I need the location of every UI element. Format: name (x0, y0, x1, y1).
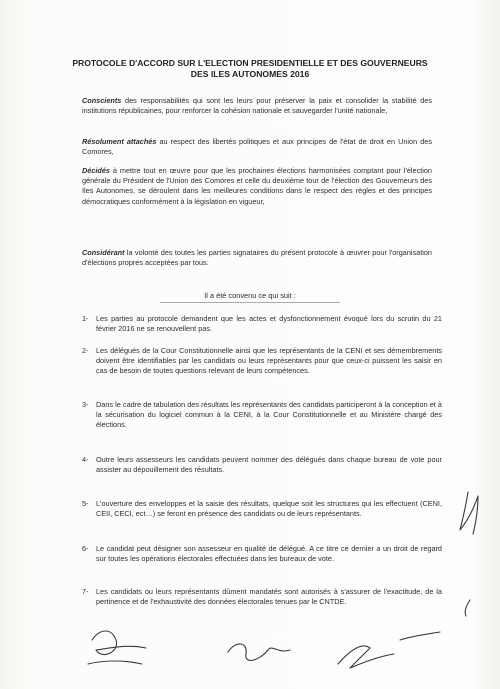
paragraph-lead: Décidés (82, 166, 110, 175)
paragraph-text: au respect des libertés politiques et aux principes de l'état de droit en Union des Comores, (82, 137, 432, 157)
article-text: Les parties au protocole demandent que les actes et dysfonctionnement évoqué lors du scrutin du 21 février 2016 ne se renouvellent pas. (96, 314, 442, 334)
paragraph-text: à mettre tout en œuvre pour que les prochaines élections harmonisées comptant pour l'élection générale du Président de l'Union des Comores et celle du deuxième tour de l'élection des Gouverneurs des Iles Autonomes, se déroulent dans les meilleures conditions dans le respect des règles et des principes démocratiques conformément à la législation en vigueur, (82, 166, 432, 206)
article-number: 2- (82, 346, 89, 355)
signature-3 (338, 646, 394, 668)
preamble-paragraph-3 (82, 166, 432, 207)
signature-1-line (88, 661, 142, 664)
paragraph-text: des responsabilités qui sont les leurs pour préserver la paix et consolider la stabilité des institutions républicaines, pour renforcer la cohésion nationale et sauvegarder l'unité nationale, (82, 96, 432, 116)
article-number: 1- (82, 314, 89, 323)
article-number: 7- (82, 587, 89, 596)
article-3 (82, 400, 442, 431)
article-4 (82, 455, 442, 475)
signature-2 (228, 644, 290, 660)
article-number: 6- (82, 544, 89, 553)
preamble-paragraph-2 (82, 137, 432, 157)
paragraph-lead: Résolument attachés (82, 137, 157, 146)
article-6 (82, 544, 442, 564)
paragraph-text: la volonté des toutes les parties signataires du présent protocole à œuvrer pour l'organisation d'élections propres acceptées par tous. (82, 248, 432, 268)
margin-initials (460, 492, 478, 534)
article-1 (82, 314, 442, 334)
article-text: Les délégués de la Cour Constitutionnelle ainsi que les représentants de la CENI et ses démembrements doivent être identifiables par les candidats ou leurs représentants pour que ceux-ci puissent les saisir en cas de besoin de toutes questions relevant de leurs compétences. (96, 346, 442, 376)
document-title: PROTOCOLE D'ACCORD SUR L'ELECTION PRESIDENTIELLE ET DES GOUVERNEURS DES ILES AUTONOMES 2016 (72, 58, 428, 79)
article-7 (82, 587, 442, 607)
article-text: Dans le cadre de tabulation des résultats les représentants des candidats participeront à la conception et à la sécurisation du logiciel commun à la CENI, à la Cour Constitutionnelle et au Ministère chargé des élections. (96, 400, 442, 430)
margin-mark (465, 600, 470, 616)
paragraph-lead: Conscients (82, 96, 122, 105)
article-number: 4- (82, 455, 89, 464)
article-text: L'ouverture des enveloppes et la saisie des résultats, quelque soit les structures qui les effectuent (CENI, CEII, CECI, ect…) se feront en présence des candidats ou de leurs représentants. (96, 499, 442, 519)
article-5 (82, 499, 442, 519)
article-text: Les candidats ou leurs représentants dûment mandatés sont autorisés à s'assurer de l'exactitude, de la pertinence et de l'exhaustivité des données électorales tenues par le CNTDE. (96, 587, 442, 607)
preamble-paragraph-4 (82, 248, 432, 268)
agreement-heading: Il a été convenu ce qui suit : (204, 291, 296, 300)
paragraph-lead: Considérant (82, 248, 125, 257)
signature-1 (92, 631, 146, 655)
signature-4 (400, 632, 440, 640)
article-number: 3- (82, 400, 89, 409)
article-text: Le candidat peut désigner son assesseur en qualité de délégué. A ce titre ce dernier a un droit de regard sur toutes les opérations électorales effectuées dans les bureaux de vote. (96, 544, 442, 564)
heading-underline (160, 302, 340, 303)
article-text: Outre leurs assesseurs les candidats peuvent nommer des délégués dans chaque bureau de vote pour assister au dépouillement des résultats. (96, 455, 442, 475)
article-2 (82, 346, 442, 377)
preamble-paragraph-1 (82, 96, 432, 116)
article-number: 5- (82, 499, 89, 508)
